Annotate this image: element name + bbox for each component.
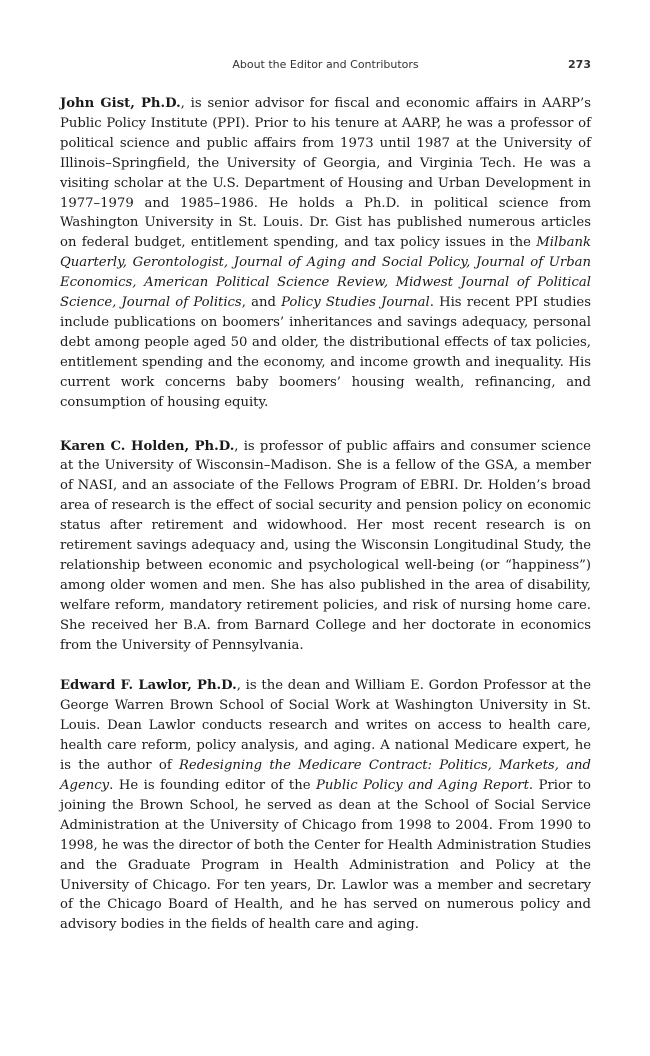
contributor-name: Edward F. Lawlor, Ph.D. [60,678,237,694]
book-title: Redesigning the Medicare Contract: Politics, Markets, and Agency [60,758,591,793]
running-header [60,58,591,76]
bio-text: , and [241,295,282,311]
journal-title: Public Policy and Aging Report [316,778,529,793]
running-title: About the Editor and Contributors [232,58,419,71]
book-page [60,0,591,1056]
bio-john-gist [60,94,591,413]
bio-text: , is professor of public affairs and consumer science at the University of Wisconsin–Madison. She is a fellow of the GSA, a member of NASI, and an associate of the Fellows Program of EBRI. Dr. Holden’s broad area of research is the effect of social security and pension policy on economic status after retirement and widowhood. Her most recent research is on retirement savings adequacy and, using the Wisconsin Longitudinal Study, the relationship between economic and psychological well-being (or “happiness”) among older women and men. She has also published in the area of disability, welfare reform, mandatory retirement policies, and risk of nursing home care. She received her B.A. from Barnard College and her doctorate in economics from the University of Pennsylvania. [60,438,591,653]
journal-list: Milbank Quarterly, Gerontologist, Journal of Aging and Social Policy, Journal of Urban Economics, American Political Science Review, Midwest Journal of Political Science, Journal of Politics [60,235,591,311]
bio-text: . Prior to joining the Brown School, he served as dean at the School of Social Service Administration at the University of Chicago from 1998 to 2004. From 1990 to 1998, he was the director of both the Center for Health Administration Studies and the Graduate Program in Health Administration and Policy at the University of Chicago. For ten years, Dr. Lawlor was a member and secretary of the Chicago Board of Health, and he has served on numerous policy and advisory bodies in the fields of health care and aging. [60,778,591,933]
bio-edward-lawlor [60,676,591,935]
bio-text: . He is founding editor of the [109,778,317,793]
bio-text: . His recent PPI studies include publications on boomers’ inheritances and savings adequacy, personal debt among people aged 50 and older, the distributional effects of tax policies, entitlement spending and the economy, and income growth and inequality. His current work concerns baby boomers’ housing wealth, refinancing, and consumption of housing equity. [60,295,591,410]
bio-text: , is the dean and William E. Gordon Professor at the George Warren Brown School of Social Work at Washington University in St. Louis. Dean Lawlor conducts research and writes on access to health care, health care reform, policy analysis, and aging. A national Medicare expert, he is the author of [60,678,591,774]
contributor-name: John Gist, Ph.D. [60,96,181,111]
bio-text: , is senior advisor for fiscal and economic affairs in AARP’s Public Policy Institute (PPI). Prior to his tenure at AARP, he was a professor of political science and public affairs from 1973 until 1987 at the University of Illinois–Springfield, the University of Georgia, and Virginia Tech. He was a visiting scholar at the U.S. Department of Housing and Urban Development in 1977–1979 and 1985–1986. He holds a Ph.D. in political science from Washington University in St. Louis. Dr. Gist has published numerous articles on federal budget, entitlement spending, and tax policy issues in the [60,96,591,251]
bio-karen-holden [60,437,591,656]
contributors-text [60,94,591,956]
page-number: 273 [568,58,591,71]
contributor-name: Karen C. Holden, Ph.D. [60,438,235,454]
journal-title: Policy Studies Journal [281,295,430,311]
